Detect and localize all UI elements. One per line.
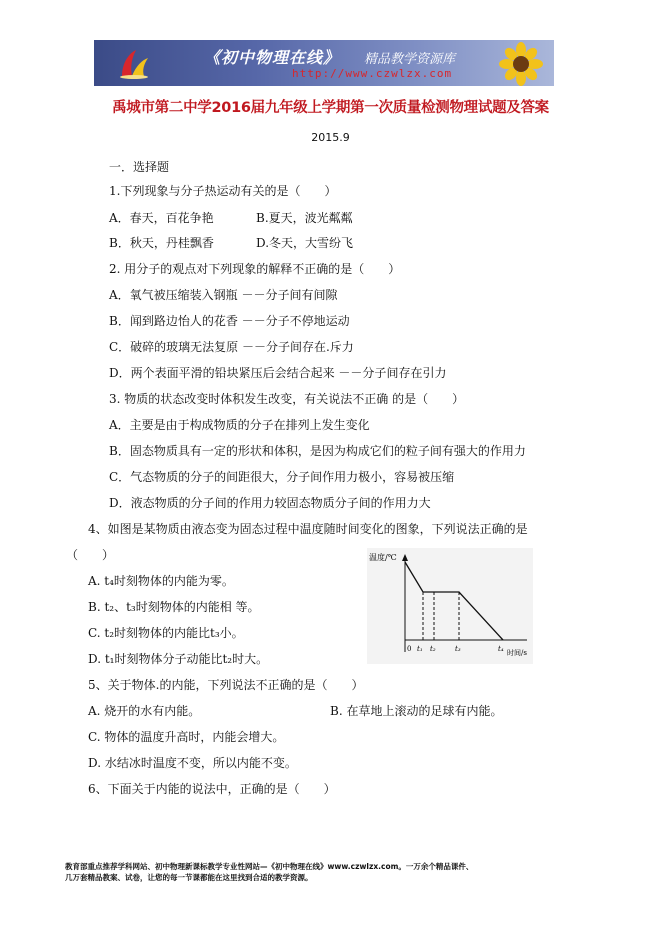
q6-stem: 6、下面关于内能的说法中，正确的是（ ） [88, 782, 336, 796]
q5-option-c: C. 物体的温度升高时，内能会增大。 [88, 730, 285, 744]
page-footer [65, 861, 625, 883]
q5-stem: 5、关于物体.的内能，下列说法不正确的是（ ） [88, 678, 364, 692]
q1-option-a: A．春天，百花争艳 [109, 211, 214, 225]
q1-option-c: B．秋天，丹桂飘香 [109, 236, 214, 250]
x-axis-label: 时间/s [507, 649, 527, 657]
q2-stem: 2. 用分子的观点对下列现象的解释不正确的是（ ） [109, 262, 401, 276]
q4-option-c: C. t₂时刻物体的内能比t₃小。 [88, 626, 244, 640]
q3-stem: 3. 物质的状态改变时体积发生改变，有关说法不正确 的是（ ） [109, 392, 465, 406]
sunflower-icon [494, 42, 548, 86]
banner-subtitle: 精品教学资源库 [364, 52, 456, 67]
header-banner [94, 40, 554, 86]
tick-t4: t₄ [498, 645, 504, 653]
q4-option-a: A. t₄时刻物体的内能为零。 [88, 574, 234, 588]
q2-option-b: B．闻到路边怡人的花香 －－分子不停地运动 [109, 314, 350, 328]
q5-option-d: D. 水结冰时温度不变，所以内能不变。 [88, 756, 297, 770]
q1-stem: 1.下列现象与分子热运动有关的是（ ） [109, 184, 337, 198]
tick-t3: t₃ [455, 645, 461, 653]
footer-line-2: 几万套精品教案、试卷，让您的每一节课都能在这里找到合适的教学资源。 [65, 873, 313, 882]
q2-option-d: D．两个表面平滑的铅块紧压后会结合起来 －－分子间存在引力 [109, 366, 447, 380]
banner-url-link[interactable]: http://www.czwlzx.com [292, 67, 453, 80]
q4-option-b: B. t₂、t₃时刻物体的内能相 等。 [88, 600, 260, 614]
y-axis-label: 温度/℃ [369, 553, 397, 562]
q4-stem: 4、如图是某物质由液态变为固态过程中温度随时间变化的图象，下列说法正确的是 [88, 522, 528, 536]
q1-option-d: D.冬天，大雪纷飞 [256, 236, 354, 250]
q3-option-a: A．主要是由于构成物质的分子在排列上发生变化 [109, 418, 370, 432]
q5-option-b: B. 在草地上滚动的足球有内能。 [330, 704, 503, 718]
q3-option-b: B．固态物质具有一定的形状和体积，是因为构成它们的粒子间有强大的作用力 [109, 444, 526, 458]
q5-option-a: A. 烧开的水有内能。 [88, 704, 201, 718]
footer-line-1: 教育部重点推荐学科网站、初中物理新课标教学专业性网站—《初中物理在线》www.czwlzx.com。一万余个精品课件、 [65, 862, 474, 871]
document-date: 2015.9 [311, 131, 350, 144]
tick-t1: t₁ [417, 645, 423, 653]
q1-option-b: B.夏天，波光粼粼 [256, 211, 353, 225]
q3-option-c: C．气态物质的分子的间距很大，分子间作用力极小，容易被压缩 [109, 470, 455, 484]
document-title: 禹城市第二中学2016届九年级上学期第一次质量检测物理试题及答案 [112, 100, 549, 116]
site-logo-icon [118, 46, 150, 80]
q3-option-d: D．液态物质的分子间的作用力较固态物质分子间的作用力大 [109, 496, 431, 510]
tick-t2: t₂ [430, 645, 436, 653]
banner-title: 《初中物理在线》 [204, 48, 341, 67]
section-heading: 一．选择题 [109, 160, 170, 174]
q2-option-a: A．氧气被压缩装入钢瓶 －－分子间有间隙 [109, 288, 338, 302]
temperature-time-graph [367, 548, 533, 664]
q2-option-c: C．破碎的玻璃无法复原 －－分子间存在.斥力 [109, 340, 354, 354]
q4-option-d: D. t₁时刻物体分子动能比t₂时大。 [88, 652, 269, 666]
origin-label: 0 [407, 645, 412, 653]
q4-paren: （ ） [66, 548, 115, 562]
